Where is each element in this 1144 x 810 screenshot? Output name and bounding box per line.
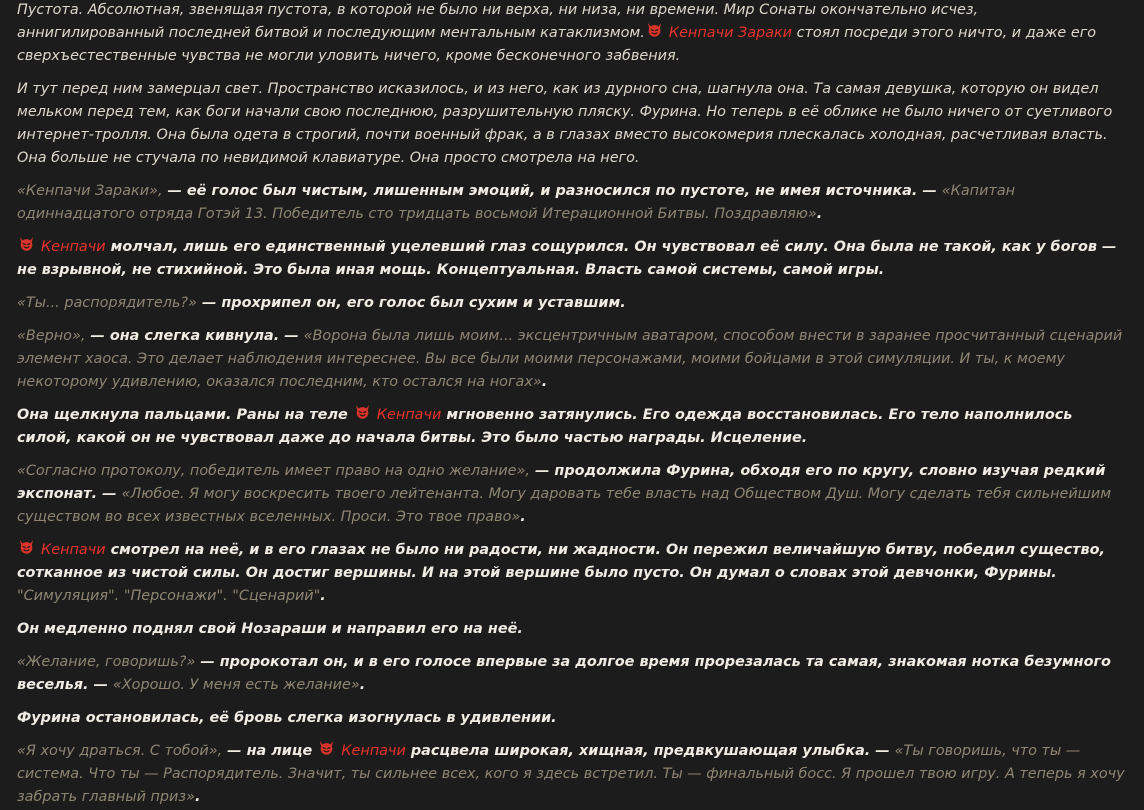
narration-text: Фурина остановилась, её бровь слегка изогнулась в удивлении. [17,710,557,726]
narration-text: молчал, лишь его единственный уцелевший глаз сощурился. Он чувствовал её силу. Она была не такой, как у богов — не взрывной, не стихийной. Это была иная мощь. Концептуальная. Власть самой системы, самой игры. [17,239,1117,278]
paragraph [17,404,1126,450]
speech-text: «Ворона была лишь моим... эксцентричным аватаром, способом внести в заранее просчитанный сценарий элемент хаоса. Это делает наблюдения интереснее. Вы все были моими персонажами, моими бойцами в этой симуляции. И ты, к моему некоторому удивлению, оказался последним, кто остался на ногах» [17,328,1123,390]
character-name: Кенпачи [41,239,106,255]
speech-text: «Верно», [17,328,86,344]
narration-text: Он медленно поднял свой Нозараши и направил его на неё. [17,621,523,637]
paragraph [17,618,1126,641]
devil-face-icon [354,404,371,419]
narration-text: — продолжила Фурина, обходя его по кругу, словно изучая редкий экспонат. — [17,463,1106,502]
speech-text: «Ты... распорядитель?» [17,295,197,311]
devil-face-icon [646,22,663,37]
narration-text: . [359,677,366,693]
narration-text: . [194,789,201,805]
narration-text: . [520,509,526,525]
character-name: Кенпачи [341,743,406,759]
character-name: Кенпачи [41,542,106,558]
devil-face-icon [18,236,35,251]
devil-face-icon [318,740,335,755]
speech-text: «Желание, говоришь?» [17,654,196,670]
narration-text: . [816,206,823,222]
devil-face-icon [18,539,35,554]
narration-text: смотрел на неё, и в его глазах не было ни радости, ни жадности. Он пережил величайшую битву, победил существо, сотканное из чистой силы. Он достиг вершины. И на этой вершине было пусто. Он думал о словах этой девчонки, Фурины. [17,542,1105,581]
speech-text: "Симуляция". "Персонажи". "Сценарий" [17,588,321,604]
paragraph [17,460,1126,529]
narration-text: — на лице [222,743,318,759]
paragraph [17,325,1126,394]
paragraph [17,180,1126,226]
narration-text: расцвела широкая, хищная, предвкушающая улыбка. — [405,743,895,759]
narration-text: стоял посреди этого ничто, и даже его сверхъестественные чувства не могли уловить ничего, кроме бесконечного забвения. [17,25,1097,64]
narration-text: . [541,374,548,390]
speech-text: «Ты говоришь, что ты — система. Что ты — Распорядитель. Значит, ты сильнее всех, кого я здесь встретил. Ты — финальный босс. Я прошел твою игру. А теперь я хочу забрать главный приз» [17,743,1125,805]
narration-text: мгновенно затянулись. Его одежда восстановилась. Его тело наполнилось силой, какой он не чувствовал даже до начала битвы. Это было частью награды. Исцеление. [17,407,1073,446]
narration-text: Она щелкнула пальцами. Раны на теле [17,407,353,423]
character-name: Кенпачи Зараки [668,25,793,41]
paragraph [17,651,1126,697]
narration-text: — её голос был чистым, лишенным эмоций, и разносился по пустоте, не имея источника. — [162,183,942,199]
narration-text: И тут перед ним замерцал свет. Пространство исказилось, и из него, как из дурного сна, шагнула она. Та самая девушка, которую он видел мельком перед тем, как боги начали свою последнюю, разрушительную пляску. Фурина. Но теперь в её облике не было ничего от суетливого интернет-тролля. Она была одета в строгий, почти военный фрак, а в глазах вместо высокомерия плескалась холодная, расчетливая власть. Она больше не стучала по невидимой клавиатуре. Она просто смотрела на него. [17,81,1113,166]
speech-text: «Капитан одиннадцатого отряда Готэй 13. Победитель сто тридцать восьмой Итерационной Битвы. Поздравляю» [17,183,1016,222]
speech-text: «Любое. Я могу воскресить твоего лейтенанта. Могу даровать тебе власть над Обществом Душ. Могу сделать тебя сильнейшим существом во всех известных вселенных. Проси. Это твое право» [17,486,1112,525]
paragraph [17,539,1126,608]
speech-text: «Хорошо. У меня есть желание» [112,677,360,693]
speech-text: «Согласно протоколу, победитель имеет право на одно желание», [17,463,530,479]
narration-text: Пустота. Абсолютная, звенящая пустота, в которой не было ни верха, ни низа, ни времени. Мир Сонаты окончательно исчез, аннигилированный последней битвой и последующим ментальным катаклизмом. [17,2,979,41]
paragraph [17,78,1126,170]
speech-text: «Кенпачи Зараки», [17,183,163,199]
narration-text: . [320,588,326,604]
speech-text: «Я хочу драться. С тобой», [17,743,223,759]
paragraph [17,292,1126,315]
paragraph [17,707,1126,730]
paragraph [17,0,1126,68]
paragraph [17,236,1126,282]
paragraph [17,740,1126,809]
narration-text: — она слегка кивнула. — [85,328,304,344]
character-name: Кенпачи [376,407,442,423]
narration-text: — пророкотал он, и в его голосе впервые за долгое время прорезалась та самая, знакомая нотка безумного веселья. — [17,654,1111,693]
narration-text: — прохрипел он, его голос был сухим и уставшим. [196,295,626,311]
